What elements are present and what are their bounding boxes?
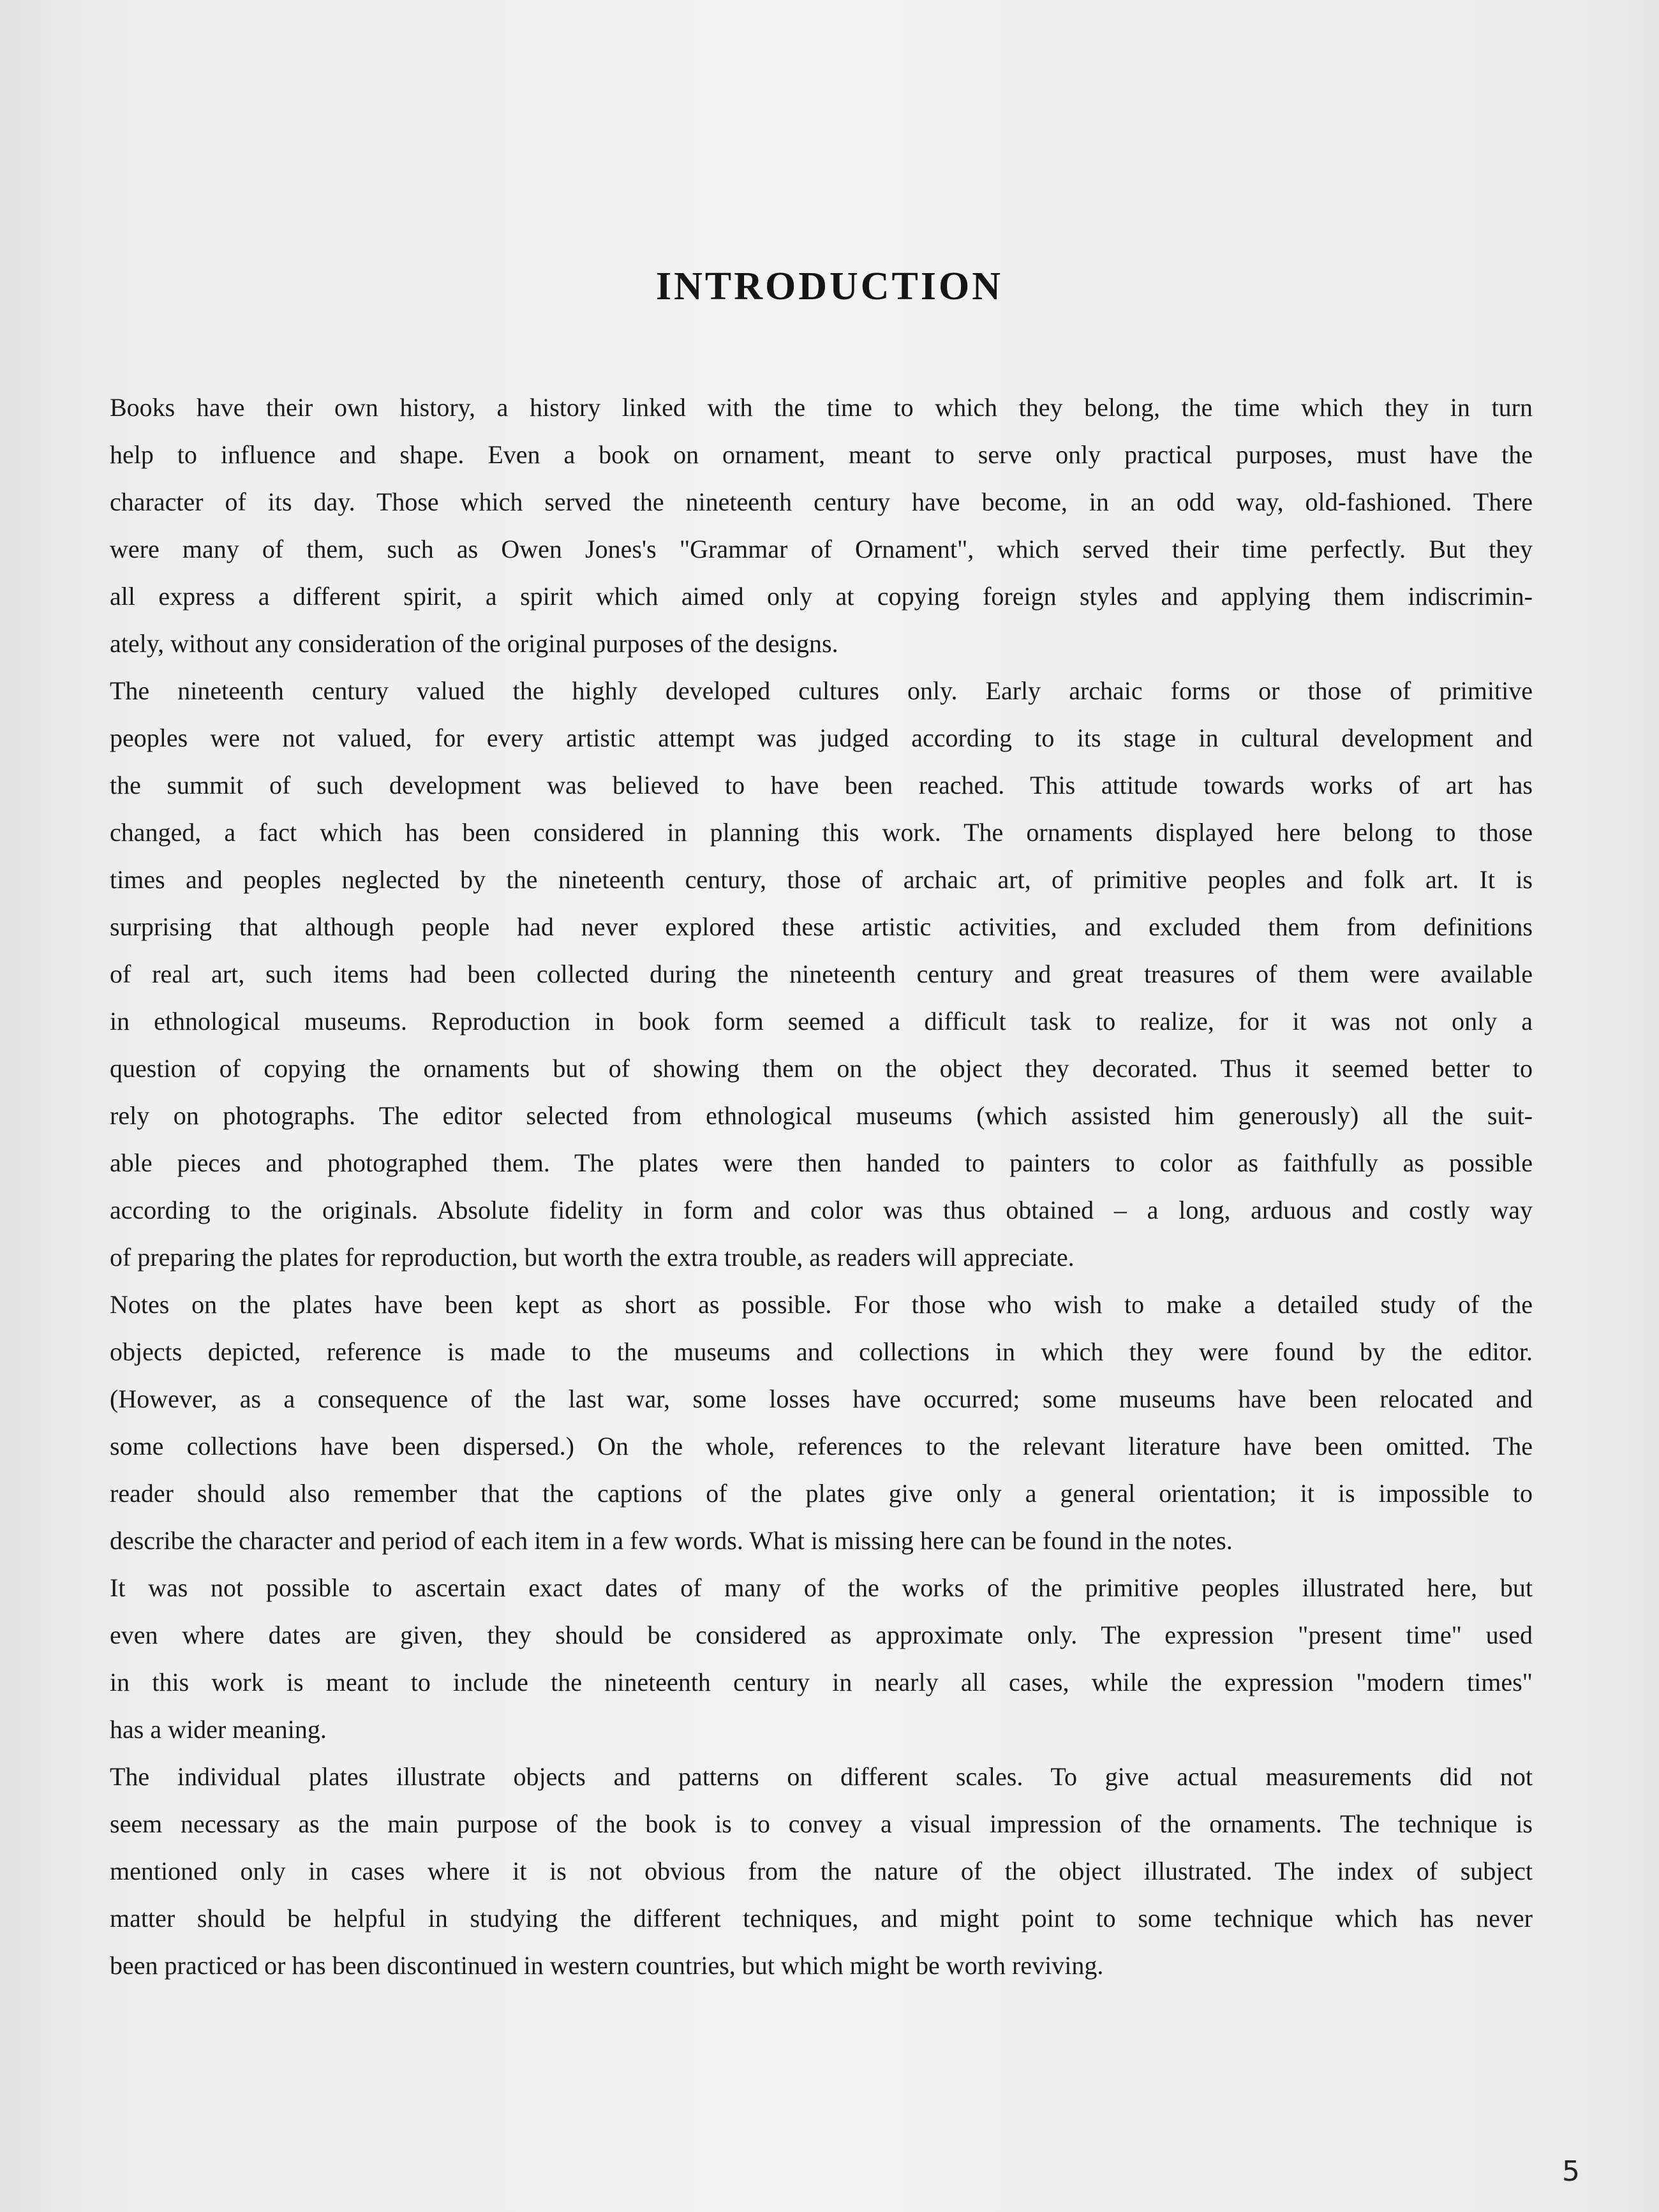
text-line-content: Books have their own history, a history linked with the time to which they belong, the time which they in turn <box>110 393 1533 422</box>
text-line <box>110 1045 1533 1092</box>
text-line-content: character of its day. Those which served the nineteenth century have become, in an odd way, old-fashioned. There <box>110 487 1533 516</box>
paragraph <box>110 1564 1533 1753</box>
text-line <box>110 762 1533 809</box>
text-line <box>110 479 1533 526</box>
text-line <box>110 431 1533 479</box>
text-line-content: even where dates are given, they should be considered as approximate only. The expression "present time" used <box>110 1621 1533 1649</box>
text-line <box>110 1234 1533 1281</box>
text-line-content: the summit of such development was believed to have been reached. This attitude towards works of art has <box>110 771 1533 799</box>
text-line-content: objects depicted, reference is made to the museums and collections in which they were found by the editor. <box>110 1337 1533 1366</box>
text-line-content: surprising that although people had never explored these artistic activities, and excluded them from definitions <box>110 912 1533 941</box>
text-line <box>110 1800 1533 1848</box>
text-line-content: some collections have been dispersed.) On the whole, references to the relevant literature have been omitted. The <box>110 1432 1533 1460</box>
text-line <box>110 1753 1533 1800</box>
text-line-content: help to influence and shape. Even a book on ornament, meant to serve only practical purposes, must have the <box>110 440 1533 469</box>
text-line <box>110 1517 1533 1564</box>
text-line-content: of real art, such items had been collected during the nineteenth century and great treasures of them were available <box>110 960 1533 988</box>
text-line-content: rely on photographs. The editor selected from ethnological museums (which assisted him generously) all the suit- <box>110 1101 1533 1130</box>
page-number: 5 <box>1562 2155 1580 2188</box>
text-line-content: all express a different spirit, a spirit which aimed only at copying foreign styles and applying them indiscrimin- <box>110 582 1533 611</box>
text-line <box>110 1139 1533 1187</box>
text-line-content: been practiced or has been discontinued in western countries, but which might be worth reviving. <box>110 1951 1104 1980</box>
text-line <box>110 526 1533 573</box>
text-line <box>110 903 1533 951</box>
text-line <box>110 1376 1533 1423</box>
text-line <box>110 1470 1533 1517</box>
text-line <box>110 1092 1533 1139</box>
text-line <box>110 951 1533 998</box>
text-line <box>110 384 1533 431</box>
text-line-content: of preparing the plates for reproduction, but worth the extra trouble, as readers will appreciate. <box>110 1243 1075 1272</box>
paragraph <box>110 384 1533 667</box>
text-line-content: matter should be helpful in studying the different techniques, and might point to some technique which has never <box>110 1904 1533 1933</box>
text-line <box>110 1612 1533 1659</box>
paragraph <box>110 667 1533 1281</box>
text-line-content: changed, a fact which has been considered in planning this work. The ornaments displayed here belong to those <box>110 818 1533 847</box>
text-line <box>110 809 1533 856</box>
text-line-content: were many of them, such as Owen Jones's "Grammar of Ornament", which served their time perfectly. But they <box>110 535 1533 563</box>
page-title: INTRODUCTION <box>655 264 1004 308</box>
text-line <box>110 1942 1533 1989</box>
text-line-content: has a wider meaning. <box>110 1715 327 1744</box>
text-line-content: seem necessary as the main purpose of the book is to convey a visual impression of the ornaments. The technique is <box>110 1809 1533 1838</box>
text-line-content: The individual plates illustrate objects and patterns on different scales. To give actual measurements did not <box>110 1762 1533 1791</box>
text-line-content: (However, as a consequence of the last war, some losses have occurred; some museums have been relocated and <box>110 1384 1533 1413</box>
text-line <box>110 1895 1533 1942</box>
text-line-content: describe the character and period of each item in a few words. What is missing here can be found in the notes. <box>110 1526 1233 1555</box>
text-line-content: mentioned only in cases where it is not obvious from the nature of the object illustrated. The index of subject <box>110 1857 1533 1885</box>
text-line <box>110 620 1533 667</box>
text-line <box>110 1187 1533 1234</box>
text-line <box>110 1423 1533 1470</box>
text-line-content: times and peoples neglected by the nineteenth century, those of archaic art, of primitive peoples and folk art. It is <box>110 865 1533 894</box>
text-line <box>110 1281 1533 1328</box>
text-line <box>110 1706 1533 1753</box>
text-line-content: peoples were not valued, for every artistic attempt was judged according to its stage in cultural development and <box>110 724 1533 752</box>
text-line-content: question of copying the ornaments but of showing them on the object they decorated. Thus it seemed better to <box>110 1054 1533 1083</box>
text-line <box>110 1659 1533 1706</box>
text-line-content: Notes on the plates have been kept as short as possible. For those who wish to make a detailed study of the <box>110 1290 1533 1319</box>
text-line <box>110 667 1533 715</box>
body-text <box>110 384 1533 1989</box>
text-line <box>110 1328 1533 1376</box>
text-line-content: able pieces and photographed them. The plates were then handed to painters to color as faithfully as possible <box>110 1148 1533 1177</box>
paragraph <box>110 1753 1533 1989</box>
text-line-content: ately, without any consideration of the original purposes of the designs. <box>110 629 838 658</box>
text-line <box>110 1848 1533 1895</box>
text-line-content: The nineteenth century valued the highly developed cultures only. Early archaic forms or those of primitive <box>110 676 1533 705</box>
text-line-content: according to the originals. Absolute fidelity in form and color was thus obtained – a long, arduous and costly way <box>110 1196 1533 1224</box>
text-line-content: reader should also remember that the captions of the plates give only a general orientation; it is impossible to <box>110 1479 1533 1508</box>
text-line-content: It was not possible to ascertain exact dates of many of the works of the primitive peoples illustrated here, but <box>110 1573 1533 1602</box>
text-line <box>110 1564 1533 1612</box>
text-line <box>110 573 1533 620</box>
text-line <box>110 998 1533 1045</box>
text-line <box>110 856 1533 903</box>
text-line <box>110 715 1533 762</box>
text-line-content: in ethnological museums. Reproduction in book form seemed a difficult task to realize, for it was not only a <box>110 1007 1533 1035</box>
paragraph <box>110 1281 1533 1564</box>
text-line-content: in this work is meant to include the nineteenth century in nearly all cases, while the expression "modern times" <box>110 1668 1533 1696</box>
